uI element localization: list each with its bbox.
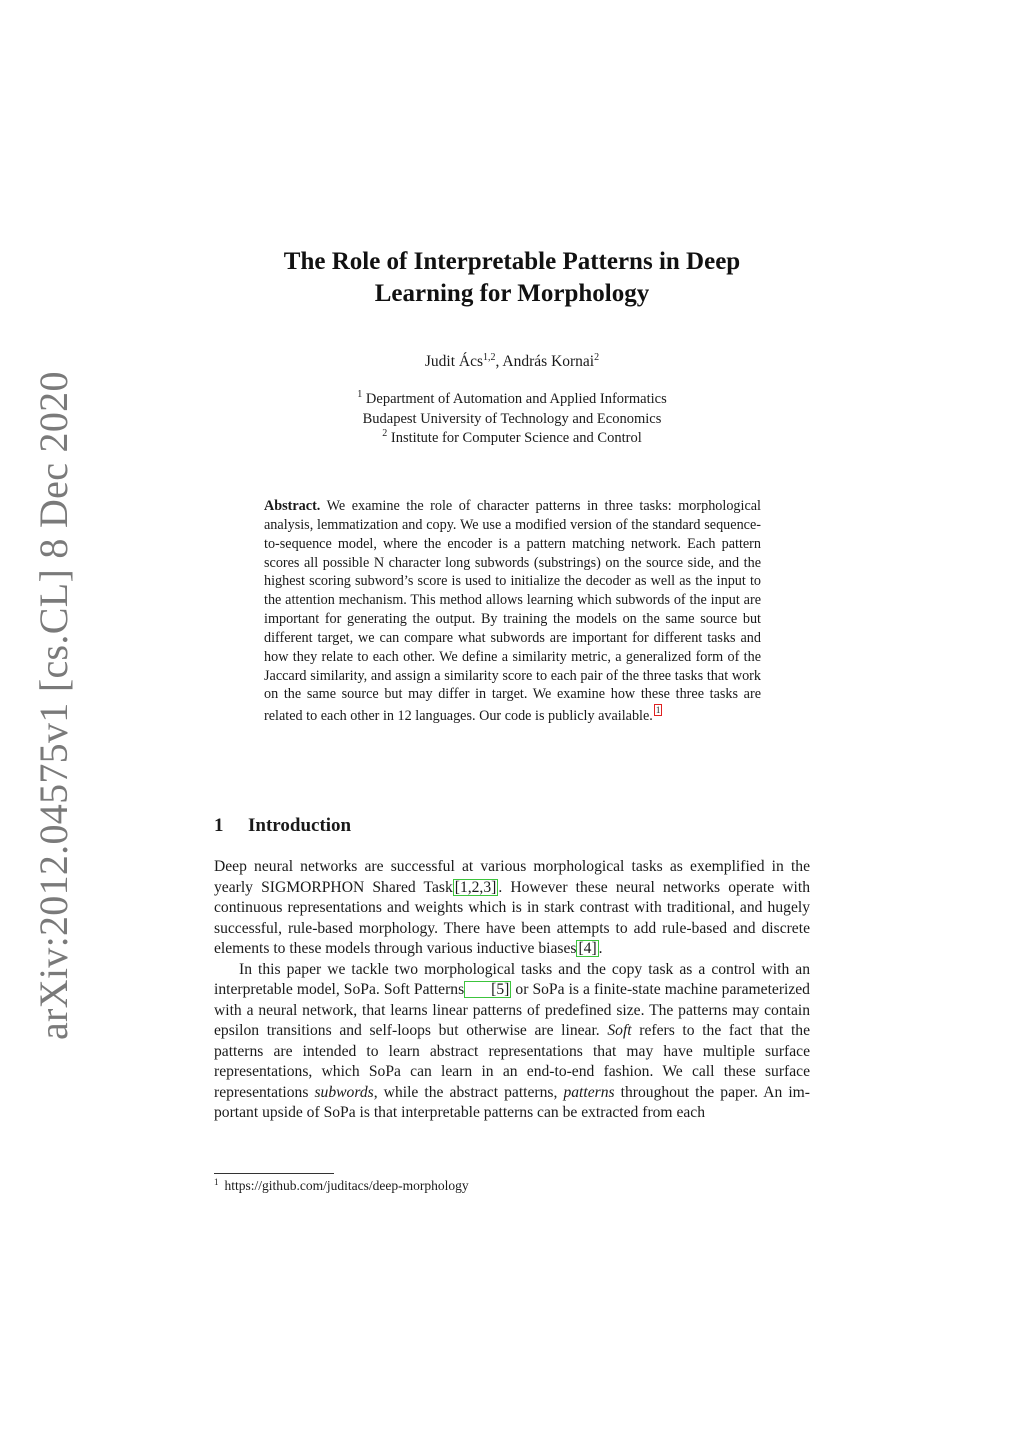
abstract-label: Abstract. [264, 498, 321, 514]
affiliation-mark: 2 [382, 428, 388, 439]
section-title: Introduction [248, 815, 352, 836]
citation-link[interactable]: [4] [578, 940, 597, 957]
affiliation-line: Budapest University of Technology and Economics [362, 410, 662, 427]
author-name: Judit Ács [424, 353, 484, 370]
footnote-divider [214, 1173, 334, 1174]
emphasis: patterns [563, 1083, 615, 1101]
title-line-2: Learning for Morphology [374, 280, 650, 307]
emphasis: subwords [314, 1083, 374, 1101]
abstract-text: We examine the role of character patterns in three tasks: morphological analysis, lemmatization and copy. We use a modified version of the standard sequence-to-sequence model, where the encoder is a pattern matching network. Each pattern scores all possible N character long subwords (substrings) on the source side, and the highest scoring subword’s score is used to initialize the decoder as well as the input to the attention mechanism. This method allows learning which subwords of the input are important for generating the output. By training the models on the same source but different target, we can compare what subwords are important for different tasks and how they relate to each other. We define a similarity metric, a generalized form of the Jaccard similarity, and assign a similarity score to each pair of the three tasks that work on the same source but may differ in target. We examine how these three tasks are related to each other in 12 languages. Our code is publicly available. [264, 498, 761, 725]
abstract [264, 497, 761, 726]
author-list [212, 352, 812, 372]
section-number: 1 [214, 815, 224, 836]
footnote [214, 1177, 810, 1195]
affiliation-line: $^1$ Department of Automation and Applied Informatics [357, 389, 667, 407]
author-name: András Kornai [502, 353, 595, 370]
author-affiliation-mark: 2 [594, 352, 600, 363]
paragraph: Deep neural networks are successful at various morphological tasks as exemplified in the yearly SIGMORPHON Shared Task [1,2,3] . However these neural networks operate with continuous representations and weights which is in stark contrast with traditional, and hugely successful, rule-based morphology. There have been attempts to add rule-based and discrete elements to these models through various inductive biases [4] . [214, 858, 811, 957]
affiliations [212, 390, 812, 449]
citation-link[interactable]: [1,2,3] [454, 878, 497, 896]
citation-link[interactable]: [5] [464, 981, 511, 998]
paragraph: In this paper we tackle two morphological tasks and the copy task as a control with an interpretable model, SoPa. Soft Patterns [5] or SoPa is a finite-state machine parameterized with a neural network, that learns linear patterns of predefined size. The patterns may contain epsilon transitions and self-loops but otherwise are linear. Soft refers to the fact that the patterns are intended to learn abstract representations that may have multiple surface representations, which SoPa can learn in an end-to-end fashion. We call these surface representations subwords, while the abstract patterns, patterns throughout the paper. An important upside of SoPa is that interpretable patterns can be extracted from each [214, 960, 810, 1121]
affiliation-line: $^2$ Institute for Computer Science and Control [382, 428, 642, 446]
author-affiliation-mark: 1,2 [483, 352, 496, 363]
section-heading [214, 814, 351, 838]
title-line-1: The Role of Interpretable Patterns in Deep [283, 248, 741, 275]
arxiv-identifier-stamp: arXiv:2012.04575v1 [cs.CL] 8 Dec 2020 [31, 371, 76, 1040]
body-text [214, 857, 810, 1124]
author-separator: , [495, 353, 503, 370]
footnote-url[interactable]: https://github.com/juditacs/deep-morphology [224, 1178, 469, 1193]
footnote-mark: 1 [214, 1177, 219, 1187]
emphasis: Soft [607, 1022, 632, 1039]
footnote-link[interactable]: 1 [655, 705, 661, 716]
paper-title [212, 246, 812, 310]
affiliation-mark: 1 [357, 389, 363, 400]
